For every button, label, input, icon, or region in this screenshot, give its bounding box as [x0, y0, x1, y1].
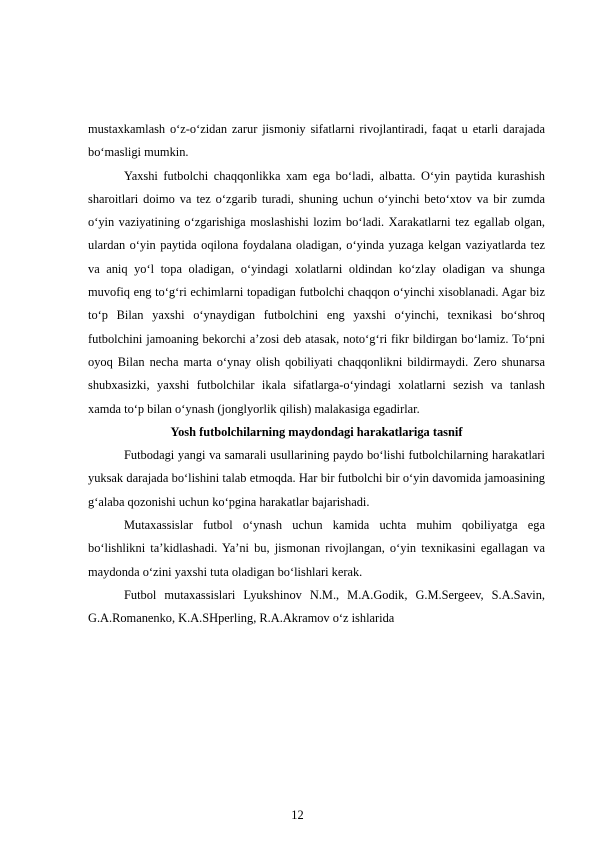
section-heading: Yosh futbolchilarning maydondagi harakatlariga tasnif — [170, 424, 463, 439]
paragraph-authors: Futbol mutaxassislari Lyukshinov N.M., M.A.Godik, G.M.Sergeev, S.A.Savin, G.A.Romanenko, K.A.SHperling, R.A.Akramov o‘z ishlarida — [88, 587, 545, 626]
paragraph-specialists: Mutaxassislar futbol o‘ynash uchun kamida uchta muhim qobiliyatga ega bo‘lishlikni ta’kidlashadi. Ya’ni bu, jismonan rivojlangan, o‘yin texnikasini egallagan va maydonda o‘zini yaxshi tuta oladigan bo‘lishlari kerak. — [88, 518, 545, 579]
page-body — [88, 118, 545, 631]
paragraph-agility: Yaxshi futbolchi chaqqonlikka xam ega bo‘ladi, albatta. O‘yin paytida kurashish sharoitlari doimo va tez o‘zgarib turadi, shuning uchun o‘yinchi beto‘xtov va bir zumda o‘yin vaziyatining o‘zgarishiga moslashishi lozim bo‘ladi. Xarakatlarni tez egallab olgan, ulardan o‘yin paytida oqilona foydalana oladigan, o‘yinda yuzaga kelgan vaziyatlarda tez va aniq yo‘l topa oladigan, o‘yindagi xolatlarni oldindan ko‘zlay oladigan va shunga muvofiq eng to‘g‘ri echimlarni topadigan futbolchi chaqqon o‘yinchi xisoblanadi. Agar biz to‘p Bilan yaxshi o‘ynaydigan futbolchini eng yaxshi o‘yinchi, texnikasi bo‘shroq futbolchini jamoaning bekorchi a’zosi deb atasak, noto‘g‘ri fikr bildirgan bo‘lamiz. To‘pni oyoq Bilan necha marta o‘ynay olish qobiliyati chaqqonlikni bildirmaydi. Zero shunarsa shubxasizki, yaxshi futbolchilar ikala sifatlarga-o‘yindagi xolatlarni sezish va tanlash xamda to‘p bilan o‘ynash (jonglyorlik qilish) malakasiga egadirlar. — [88, 168, 545, 416]
page-number: 12 — [291, 808, 304, 822]
paragraph-new-methods: Futbodagi yangi va samarali usullarining paydo bo‘lishi futbolchilarning harakatlari yuksak darajada bo‘lishini talab etmoqda. Har bir futbolchi bir o‘yin davomida jamoasining g‘alaba qozonishi uchun ko‘pgina harakatlar bajarishadi. — [88, 448, 545, 509]
paragraph-continuation: mustaxkamlash o‘z-o‘zidan zarur jismoniy sifatlarni rivojlantiradi, faqat u etarli darajada bo‘masligi mumkin. — [88, 122, 545, 160]
